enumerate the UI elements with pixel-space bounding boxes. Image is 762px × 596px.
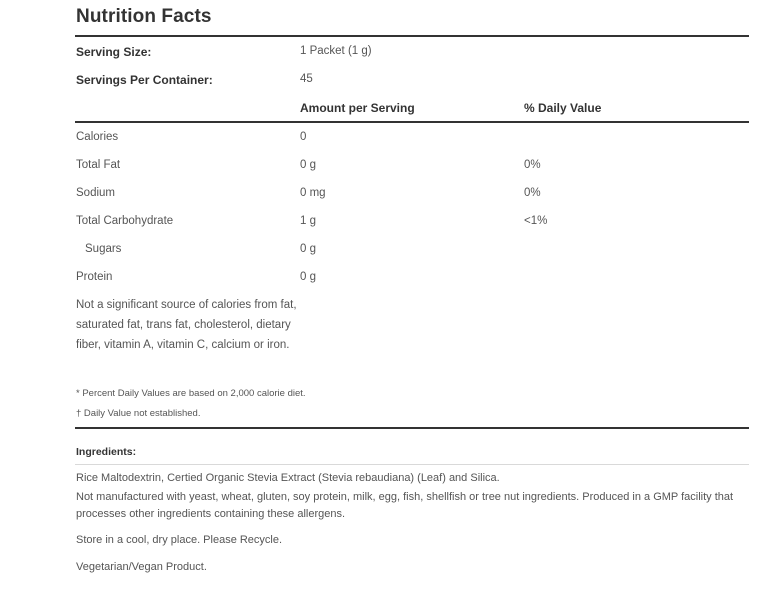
nutrient-name: Calories: [76, 131, 119, 143]
panel-title: Nutrition Facts: [76, 6, 212, 27]
ingredients-heading: Ingredients:: [76, 446, 137, 458]
nutrient-daily-value: <1%: [524, 215, 548, 227]
nutrient-amount: 0: [300, 131, 307, 143]
nutrient-amount: 0 g: [300, 271, 316, 283]
allergen-statement: Not manufactured with yeast, wheat, gluten, soy protein, milk, egg, fish, shellfish or tree nut ingredients. Produced in a GMP facility that processes other ingredients containing these allergens.: [76, 491, 734, 520]
daily-value-header: % Daily Value: [524, 101, 602, 115]
dv-not-established-footnote: † Daily Value not established.: [76, 408, 201, 419]
nutrient-name: Sugars: [85, 243, 122, 255]
footnote-rule: [75, 427, 749, 429]
serving-size-value: 1 Packet (1 g): [300, 45, 372, 57]
vegetarian-statement: Vegetarian/Vegan Product.: [76, 561, 207, 573]
servings-per-container-label: Servings Per Container:: [76, 73, 213, 87]
not-significant-note: Not a significant source of calories from fat, saturated fat, trans fat, cholesterol, dietary fiber, vitamin A, vitamin C, calcium or iron.: [76, 299, 297, 351]
nutrient-amount: 0 mg: [300, 187, 326, 199]
nutrient-name: Protein: [76, 271, 113, 283]
nutrient-amount: 0 g: [300, 159, 316, 171]
servings-per-container-value: 45: [300, 73, 313, 85]
nutrient-amount: 0 g: [300, 243, 316, 255]
nutrient-name: Total Carbohydrate: [76, 215, 174, 227]
nutrient-name: Total Fat: [76, 159, 121, 171]
percent-dv-footnote: * Percent Daily Values are based on 2,000 calorie diet.: [76, 388, 306, 399]
storage-instructions: Store in a cool, dry place. Please Recycle.: [76, 534, 283, 546]
header-rule: [75, 121, 749, 123]
ingredients-divider: [75, 464, 749, 465]
ingredients-list: Rice Maltodextrin, Certied Organic Stevia Extract (Stevia rebaudiana) (Leaf) and Silica.: [76, 472, 500, 484]
title-rule: [75, 35, 749, 37]
serving-size-label: Serving Size:: [76, 45, 152, 59]
nutrient-name: Sodium: [76, 187, 115, 199]
nutrient-daily-value: 0%: [524, 159, 541, 171]
nutrient-amount: 1 g: [300, 215, 316, 227]
amount-per-serving-header: Amount per Serving: [300, 101, 415, 115]
nutrient-daily-value: 0%: [524, 187, 541, 199]
